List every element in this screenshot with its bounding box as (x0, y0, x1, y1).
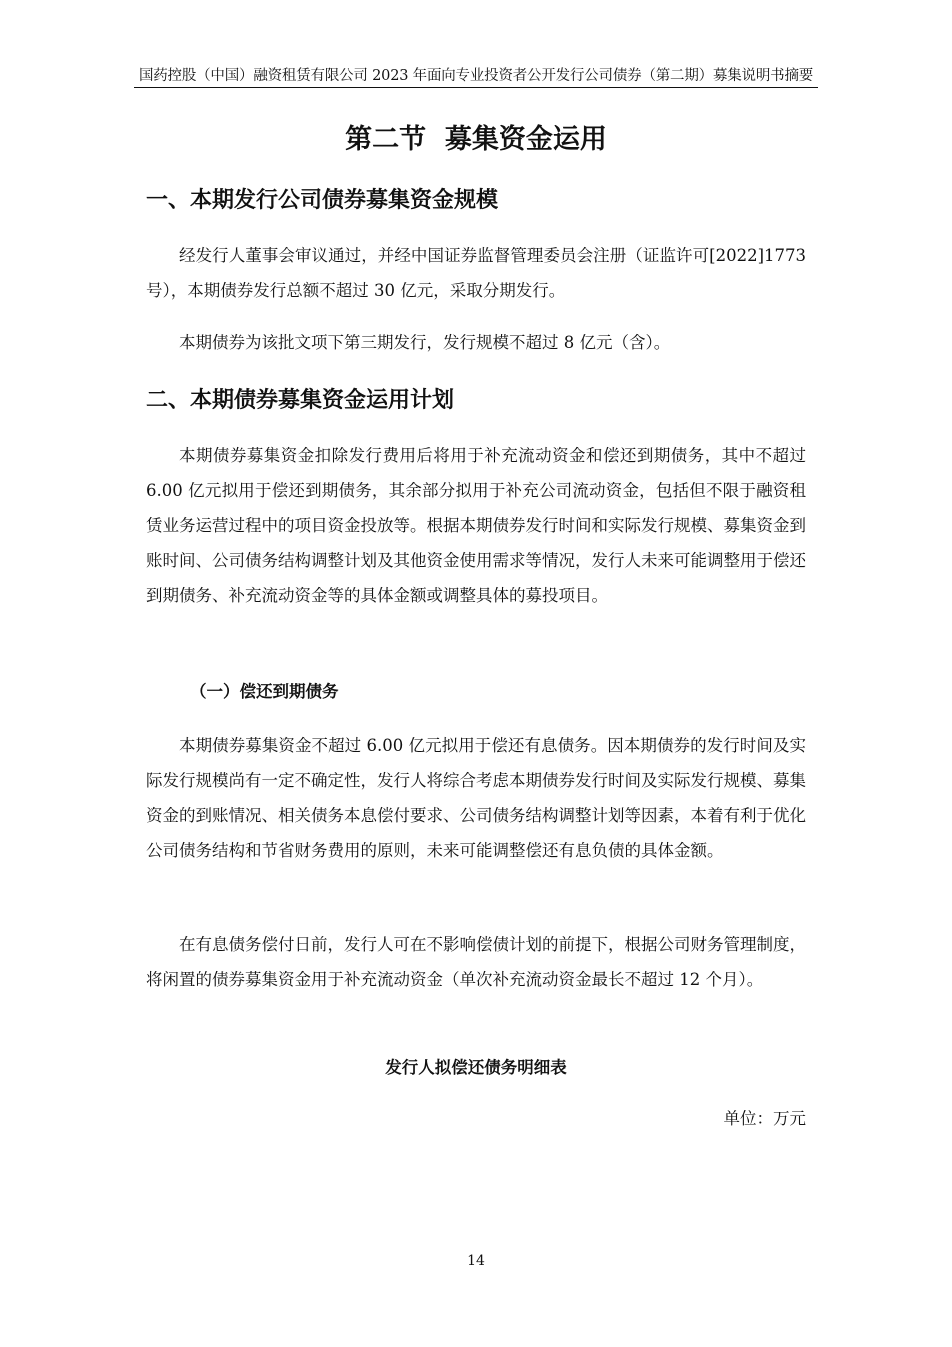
paragraph-idle-funds: 在有息债务偿付日前，发行人可在不影响偿债计划的前提下，根据公司财务管理制度，将闲置的债券募集资金用于补充流动资金（单次补充流动资金最长不超过 12 个月）。 (146, 935, 806, 989)
paragraph-registration: 经发行人董事会审议通过，并经中国证券监督管理委员会注册（证监许可[2022]1773 号），本期债券发行总额不超过 30 亿元，采取分期发行。 (146, 246, 806, 300)
paragraph-issue-size: 本期债券为该批文项下第三期发行，发行规模不超过 8 亿元（含）。 (179, 333, 671, 352)
table-title: 发行人拟偿还债务明细表 (385, 1058, 567, 1077)
page-number: 14 (467, 1253, 485, 1269)
heading-fundraising-scale: 一、本期发行公司债券募集资金规模 (146, 187, 499, 213)
subheading-repay-debt: （一）偿还到期债务 (190, 682, 339, 701)
running-header: 国药控股（中国）融资租赁有限公司 2023 年面向专业投资者公开发行公司债券（第二期）募集说明书摘要 (138, 68, 814, 84)
paragraph-use-plan: 本期债券募集资金扣除发行费用后将用于补充流动资金和偿还到期债务，其中不超过 6.00 亿元拟用于偿还到期债务，其余部分拟用于补充公司流动资金，包括但不限于融资租赁业务运营过程中的项目资金投放等。根据本期债券发行时间和实际发行规模、募集资金到账时间、公司债务结构调整计划及其他资金使用需求等情况，发行人未来可能调整用于偿还到期债务、补充流动资金等的具体金额或调整具体的募投项目。 (146, 446, 806, 605)
paragraph-repay-debt: 本期债券募集资金不超过 6.00 亿元拟用于偿还有息债务。因本期债券的发行时间及实际发行规模尚有一定不确定性，发行人将综合考虑本期债券发行时间及实际发行规模、募集资金的到账情况、相关债务本息偿付要求、公司债务结构调整计划等因素，本着有利于优化公司债务结构和节省财务费用的原则，未来可能调整偿还有息负债的具体金额。 (146, 736, 806, 860)
section-title: 第二节 募集资金运用 (345, 124, 607, 155)
heading-use-plan: 二、本期债券募集资金运用计划 (146, 387, 455, 413)
table-unit: 单位：万元 (723, 1109, 806, 1128)
header-divider (134, 87, 818, 88)
